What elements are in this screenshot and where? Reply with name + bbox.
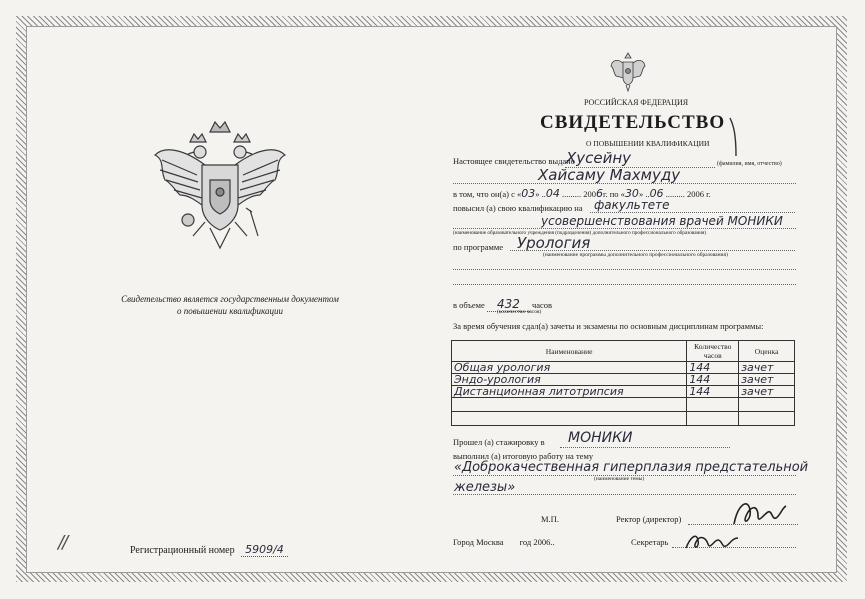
from-day: 03 xyxy=(521,187,536,200)
seal-place: М.П. xyxy=(541,514,559,524)
check-mark xyxy=(726,112,746,162)
discipline-hours: 144 xyxy=(687,386,739,398)
institution-line-2-rule xyxy=(453,228,796,229)
thesis-line-2: железы» xyxy=(454,480,516,495)
to-year: 2006 г. xyxy=(686,189,711,199)
to-day: 30 xyxy=(624,187,639,200)
table-row xyxy=(452,412,795,426)
discipline-hours xyxy=(687,412,739,426)
discipline-name: Эндо-урология xyxy=(452,374,687,386)
to-label: по « xyxy=(609,189,625,199)
table-row xyxy=(452,374,795,386)
program-value: Урология xyxy=(517,234,591,252)
discipline-name xyxy=(452,412,687,426)
secretary-signature xyxy=(682,526,742,556)
volume-caption: (количество часов) xyxy=(497,309,542,315)
document-subtitle: О ПОВЫШЕНИИ КВАЛИФИКАЦИИ xyxy=(586,139,710,148)
col-header-grade: Оценка xyxy=(739,341,795,362)
program-label: по программе xyxy=(453,242,504,252)
coat-of-arms-emblem-small xyxy=(610,52,646,92)
discipline-name: Общая урология xyxy=(452,362,687,374)
margin-mark: // xyxy=(58,532,67,553)
from-year: 6 xyxy=(595,187,603,200)
internship-rule xyxy=(560,447,730,448)
discipline-grade xyxy=(739,412,795,426)
secretary-label: Секретарь xyxy=(631,537,669,547)
blank-rule-2 xyxy=(453,284,796,285)
discipline-name: Дистанционная литотрипсия xyxy=(452,386,687,398)
col-header-hours: Количество часов xyxy=(687,341,739,362)
state-document-note xyxy=(100,294,360,316)
holder-surname: Хусейну xyxy=(566,149,632,167)
city-row: Город Москва год 2006.. xyxy=(453,537,555,547)
institution-line-2: усовершенствования врачей МОНИКИ xyxy=(541,214,783,228)
volume-hours: 432 xyxy=(487,297,530,312)
volume-unit: часов xyxy=(531,300,553,310)
institution-caption: (наименование образовательного учреждения (подразделения) дополнительного профессионального образования) xyxy=(453,230,707,236)
from-month: 04 xyxy=(545,187,560,200)
exams-intro: За время обучения сдал(а) зачеты и экзамены по основным дисциплинам программы: xyxy=(453,321,764,331)
discipline-name xyxy=(452,398,687,412)
to-month: 06 xyxy=(649,187,664,200)
document-title: СВИДЕТЕЛЬСТВО xyxy=(540,112,726,133)
coat-of-arms-emblem-large xyxy=(150,110,290,260)
institution-label: повысил (а) свою квалификацию на xyxy=(453,203,583,213)
thesis-label: выполнил (а) итоговую работу на тему xyxy=(453,451,594,461)
internship-value: МОНИКИ xyxy=(568,430,633,446)
program-caption: (наименование программы дополнительного профессионального образования) xyxy=(543,252,728,258)
discipline-grade: зачет xyxy=(739,386,795,398)
volume-label: в объеме xyxy=(453,300,485,310)
country-name: РОССИЙСКАЯ ФЕДЕРАЦИЯ xyxy=(584,98,689,107)
name-caption: (фамилия, имя, отчество) xyxy=(717,161,782,167)
registration-number: 5909/4 xyxy=(241,543,288,557)
dates-prefix: в том, что он(а) с « xyxy=(453,189,522,199)
discipline-grade: зачет xyxy=(739,362,795,374)
year-label: год xyxy=(519,537,532,547)
city-value: Москва xyxy=(476,537,504,547)
registration-row xyxy=(130,543,288,556)
thesis-line-1: «Доброкачественная гиперплазия предстательной xyxy=(454,460,809,475)
table-row xyxy=(452,386,795,398)
study-dates-row: в том, что он(а) с «03» ..04 ......... 2006г. по «30» ..06 ......... 2006 г. xyxy=(453,187,711,200)
issued-to-label: Настоящее свидетельство выдано xyxy=(453,156,575,166)
discipline-grade xyxy=(739,398,795,412)
given-names-line xyxy=(453,183,796,184)
disciplines-table xyxy=(451,340,795,426)
from-year-suffix: г. xyxy=(602,189,608,199)
blank-rule-1 xyxy=(453,269,796,270)
thesis-caption: (наименование темы) xyxy=(594,476,645,482)
state-document-line-2: о повышении квалификации xyxy=(176,306,284,316)
program-rule xyxy=(510,250,795,251)
discipline-hours: 144 xyxy=(687,362,739,374)
internship-label: Прошел (а) стажировку в xyxy=(453,437,545,447)
from-year-prefix: 200 xyxy=(583,189,596,199)
col-header-name: Наименование xyxy=(452,341,687,362)
registration-label: Регистрационный номер xyxy=(130,545,235,556)
state-document-line-1: Свидетельство является государственным документом xyxy=(121,294,339,304)
year-value: 2006 xyxy=(533,537,551,547)
rector-label: Ректор (директор) xyxy=(616,514,682,524)
table-row xyxy=(452,398,795,412)
institution-line-1: факультете xyxy=(594,198,670,212)
discipline-hours xyxy=(687,398,739,412)
holder-given-names: Хайсаму Махмуду xyxy=(538,166,681,184)
table-row xyxy=(452,362,795,374)
institution-line-1-rule xyxy=(590,212,795,213)
discipline-grade: зачет xyxy=(739,374,795,386)
discipline-hours: 144 xyxy=(687,374,739,386)
city-label: Город xyxy=(453,537,474,547)
